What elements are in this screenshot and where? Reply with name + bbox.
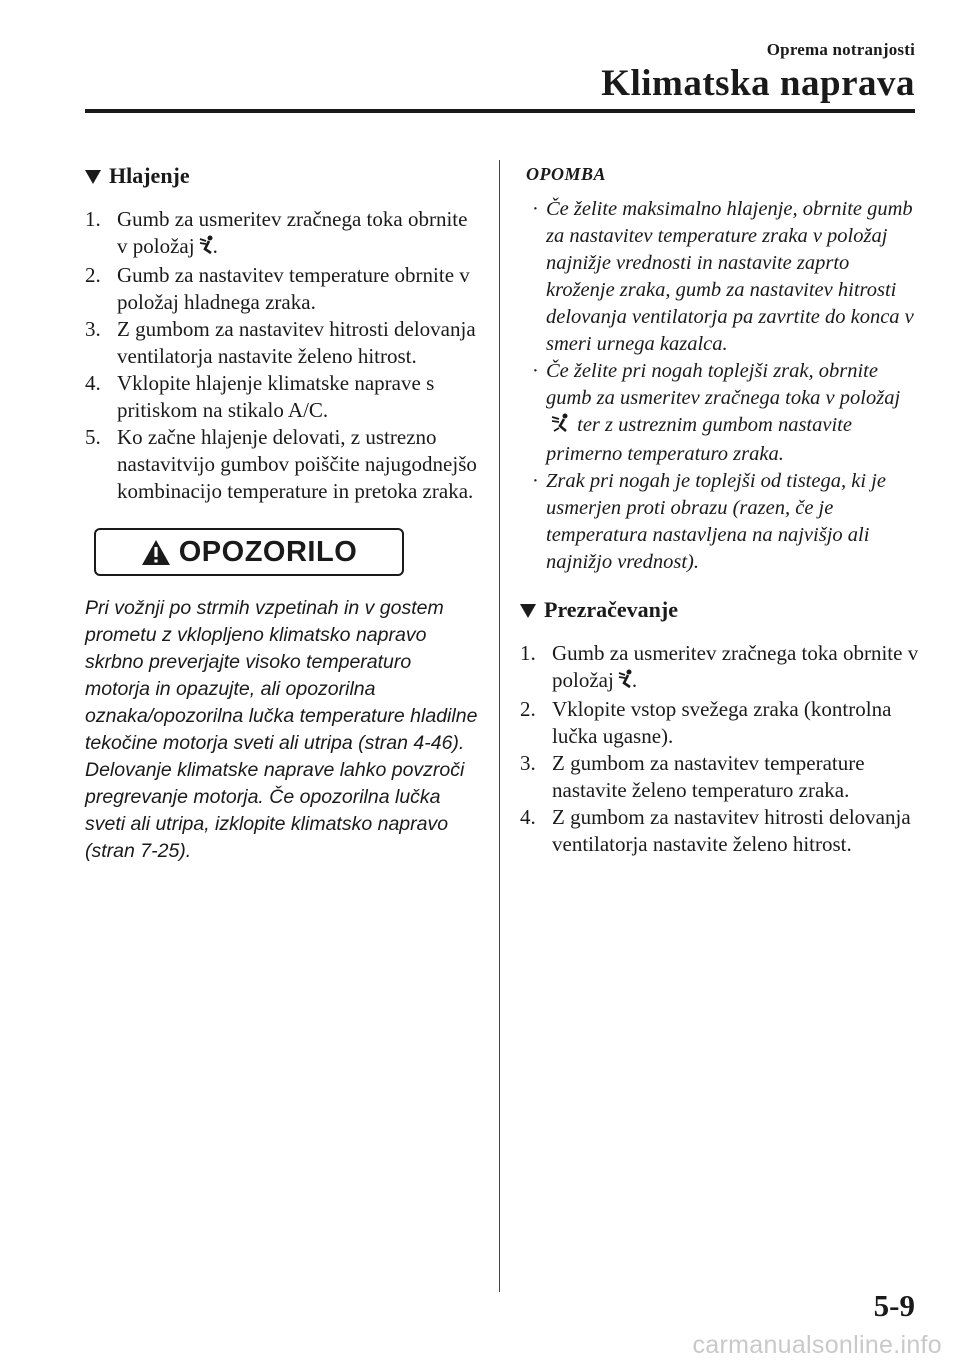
step-item xyxy=(85,206,480,262)
warning-paragraph: Pri vožnji po strmih vzpetinah in v gostem prometu z vklopljeno klimatsko napravo skrbno preverjajte visoko temperaturo motorja in opazujte, ali opozorilna oznaka/opozorilna lučka temperature hladilne tekočine motorja sveti ali utripa (stran 4-46). xyxy=(85,597,478,754)
bullet-dot-icon: · xyxy=(532,470,539,492)
column-divider xyxy=(499,160,500,1292)
left-column xyxy=(85,160,480,865)
header-rule xyxy=(85,109,915,113)
step-text: Gumb za nastavitev temperature obrnite v položaj hladnega zraka. xyxy=(117,263,470,314)
header-title: Klimatska naprava xyxy=(601,63,915,104)
step-text: Gumb za usmeritev zračnega toka obrnite v položaj xyxy=(552,641,919,692)
note-text-after: ter z ustreznim gumbom nastavite primerno temperaturo zraka. xyxy=(546,414,852,465)
step-item xyxy=(85,316,480,370)
section-heading-text: Prezračevanje xyxy=(544,597,678,622)
step-item xyxy=(520,640,920,696)
step-text: Z gumbom za nastavitev temperature nastavite želeno temperaturo zraka. xyxy=(552,751,865,802)
step-text: Vklopite hlajenje klimatske naprave s pritiskom na stikalo A/C. xyxy=(117,371,435,422)
cooling-steps xyxy=(85,206,480,505)
warning-label: OPOZORILO xyxy=(178,535,358,568)
bullet-dot-icon: · xyxy=(532,360,539,382)
note-text: Če želite pri nogah toplejši zrak, obrnite gumb za usmeritev zračnega toka v položaj xyxy=(546,360,901,409)
step-text-after: . xyxy=(212,234,218,258)
step-number: 3. xyxy=(85,317,101,341)
section-heading-text: Hlajenje xyxy=(109,163,190,188)
step-text: Gumb za usmeritev zračnega toka obrnite v položaj xyxy=(117,207,468,258)
note-item xyxy=(520,196,920,358)
step-item xyxy=(85,370,480,424)
note-list xyxy=(520,196,920,576)
note-title: OPOMBA xyxy=(526,164,607,184)
warning-paragraph: Delovanje klimatske naprave lahko povzroči pregrevanje motorja. Če opozorilna lučka sveti ali utripa, izklopite klimatsko napravo (stran 7-25). xyxy=(85,759,465,862)
step-text: Z gumbom za nastavitev hitrosti delovanja ventilatorja nastavite želeno hitrost. xyxy=(552,805,911,856)
note-item xyxy=(520,468,920,576)
step-number: 4. xyxy=(520,805,536,829)
step-text: Z gumbom za nastavitev hitrosti delovanja ventilatorja nastavite želeno hitrost. xyxy=(117,317,476,368)
warning-label-box xyxy=(94,528,404,576)
step-number: 3. xyxy=(520,751,536,775)
page-number: 5-9 xyxy=(873,1288,915,1323)
note-text: Če želite maksimalno hlajenje, obrnite gumb za nastavitev temperature zraka v položaj najnižje vrednosti in nastavite zaprto kroženje zraka, gumb za nastavitev hitrosti delovanja ventilatorja pa zavrtite do konca v smeri urnega kazalca. xyxy=(546,198,914,355)
bullet-dot-icon: · xyxy=(532,198,539,220)
triangle-bullet-icon xyxy=(520,604,536,618)
section-heading-cooling xyxy=(85,160,480,192)
step-number: 4. xyxy=(85,371,101,395)
note-text: Zrak pri nogah je toplejši od tistega, ki je usmerjen proti obrazu (razen, če je temperatura nastavljena na najvišjo ali najnižjo vrednost). xyxy=(546,470,886,573)
face-vent-icon xyxy=(199,235,213,262)
step-text-after: . xyxy=(631,668,638,692)
step-number: 5. xyxy=(85,425,101,449)
step-number: 1. xyxy=(520,641,536,665)
step-item xyxy=(520,750,920,804)
ventilation-steps xyxy=(520,640,920,858)
step-item xyxy=(85,262,480,316)
step-number: 2. xyxy=(520,697,536,721)
step-item xyxy=(85,424,480,505)
step-item xyxy=(520,804,920,858)
header-subtitle: Oprema notranjosti xyxy=(766,40,915,59)
step-text: Vklopite vstop svežega zraka (kontrolna lučka ugasne). xyxy=(552,697,892,748)
watermark: carmanualsonline.info xyxy=(692,1331,942,1359)
section-heading-ventilation xyxy=(520,594,920,626)
step-item xyxy=(520,696,920,750)
note-item xyxy=(520,358,920,468)
step-number: 1. xyxy=(85,207,101,231)
warning-text xyxy=(85,595,480,865)
face-foot-vent-icon xyxy=(550,413,572,441)
step-text: Ko začne hlajenje delovati, z ustrezno nastavitvijo gumbov poiščite najugodnejšo kombinacijo temperature in pretoka zraka. xyxy=(117,425,477,503)
triangle-bullet-icon xyxy=(85,170,101,184)
face-vent-icon xyxy=(618,669,632,696)
warning-triangle-icon xyxy=(141,539,171,566)
right-column xyxy=(520,160,920,858)
step-number: 2. xyxy=(85,263,101,287)
